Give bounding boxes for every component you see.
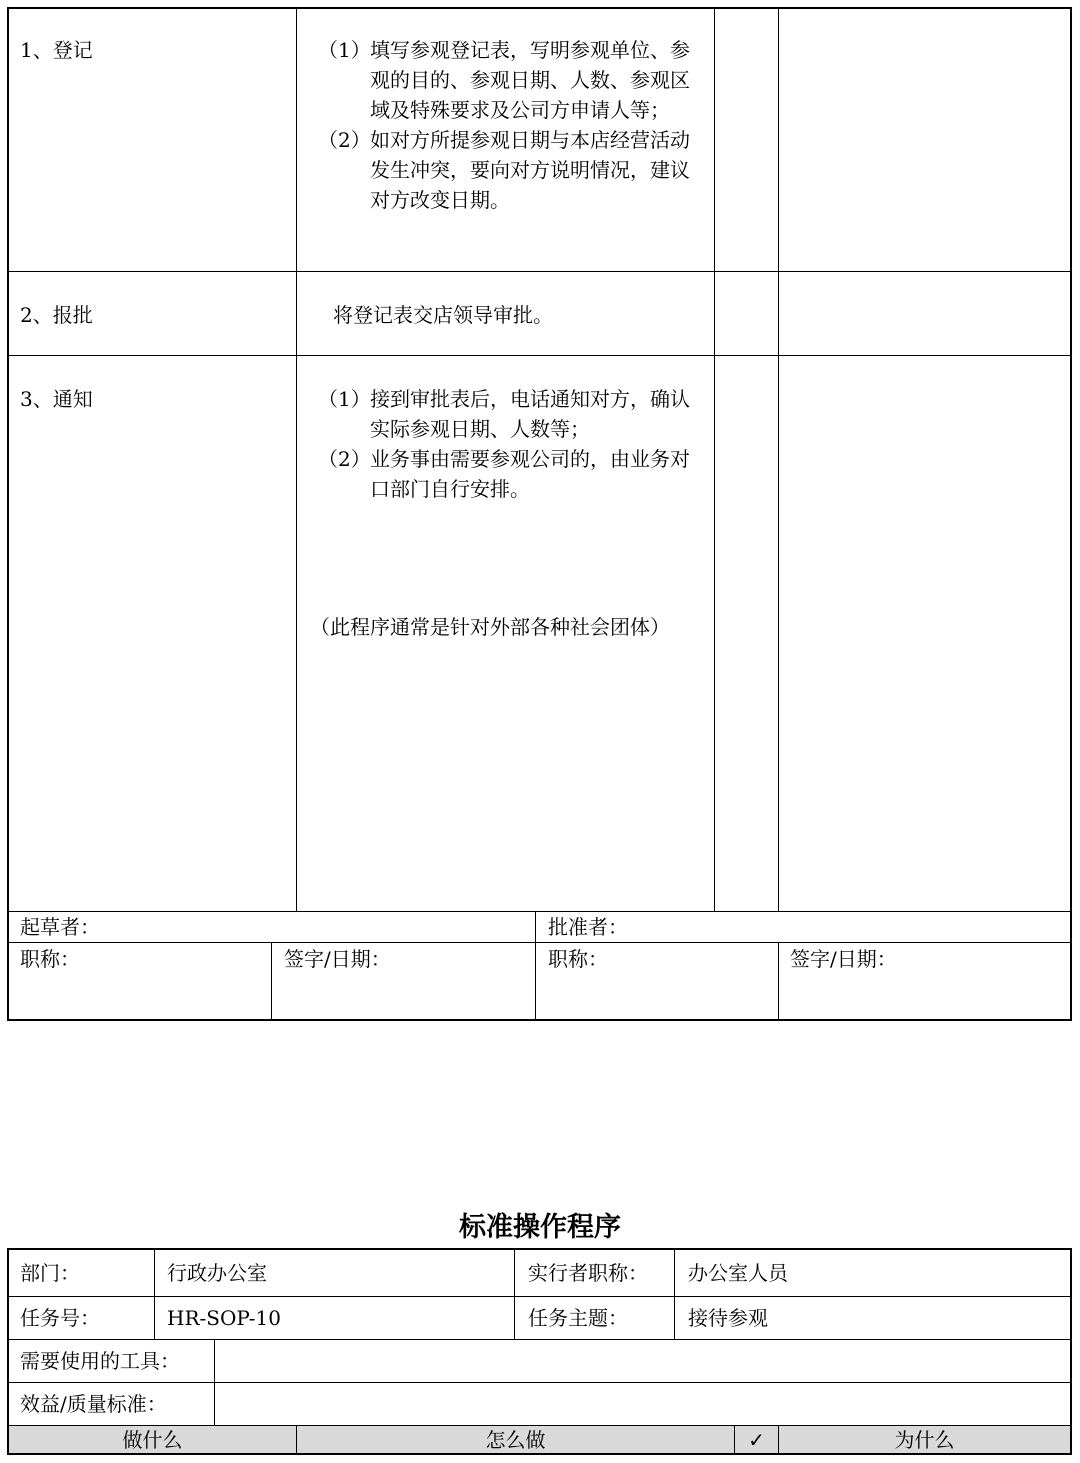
step-how-item: （2） 如对方所提参观日期与本店经营活动发生冲突，要向对方说明情况，建议对方改变日期。 — [318, 128, 690, 212]
quality-standard-label: 效益/质量标准： — [20, 1392, 167, 1416]
task-no-value: HR-SOP-10 — [167, 1306, 281, 1330]
column-header-why: 为什么 — [894, 1428, 955, 1452]
executor-title-value: 办公室人员 — [688, 1261, 788, 1285]
step-how-3 — [318, 384, 708, 504]
column-header-how: 怎么做 — [485, 1428, 546, 1452]
step-how-1 — [318, 35, 708, 215]
step-how-2: 将登记表交店领导审批。 — [333, 303, 553, 327]
step-how-item: （1） 填写参观登记表，写明参观单位、参观的目的、参观日期、人数、参观区域及特殊要求及公司方申请人等； — [318, 38, 690, 122]
column-header-what: 做什么 — [122, 1428, 183, 1452]
department-value: 行政办公室 — [167, 1261, 267, 1285]
step-how-item: （2） 业务事由需要参观公司的，由业务对口部门自行安排。 — [318, 447, 690, 501]
approver-title-label: 职称： — [548, 947, 608, 971]
approver-sign-date-label: 签字/日期： — [790, 947, 897, 971]
approver-label: 批准者： — [548, 915, 628, 939]
step-what-1: 1、登记 — [20, 38, 93, 62]
department-label: 部门： — [20, 1261, 80, 1285]
page-title: 标准操作程序 — [459, 1212, 621, 1243]
checkmark-icon: ✓ — [748, 1428, 765, 1452]
tools-label: 需要使用的工具： — [20, 1349, 180, 1373]
task-topic-value: 接待参观 — [688, 1306, 768, 1330]
drafter-sign-date-label: 签字/日期： — [284, 947, 391, 971]
step-note: （此程序通常是针对外部各种社会团体） — [310, 615, 670, 639]
step-how-item: （1） 接到审批表后，电话通知对方，确认实际参观日期、人数等； — [318, 387, 690, 441]
drafter-title-label: 职称： — [20, 947, 80, 971]
task-no-label: 任务号： — [20, 1306, 100, 1330]
step-what-3: 3、通知 — [20, 387, 93, 411]
executor-title-label: 实行者职称： — [528, 1261, 648, 1285]
step-what-2: 2、报批 — [20, 303, 93, 327]
task-topic-label: 任务主题： — [528, 1306, 628, 1330]
drafter-label: 起草者： — [20, 915, 100, 939]
